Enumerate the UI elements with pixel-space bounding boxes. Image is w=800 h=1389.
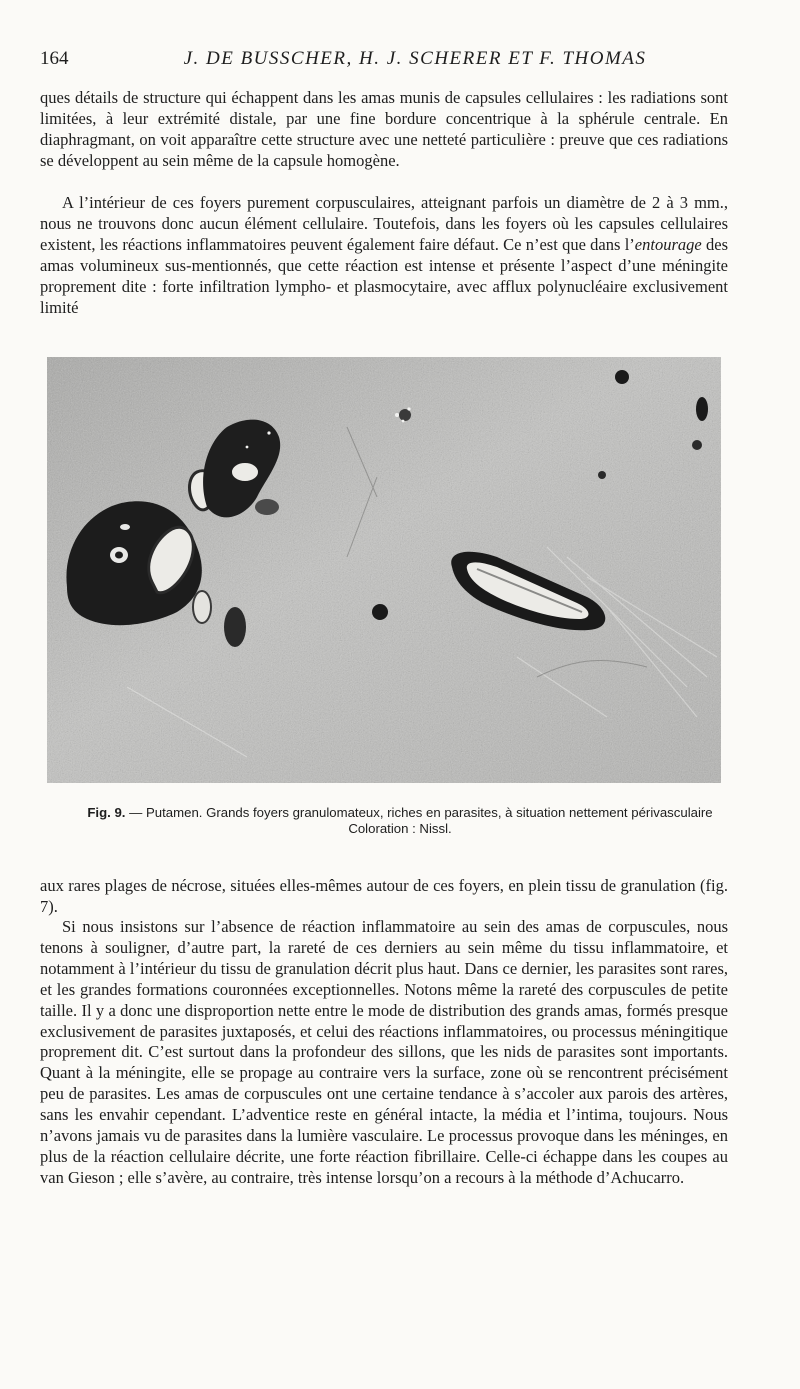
paragraph-text-start: A l’intérieur de ces foyers purement corpusculaires, atteignant parfois un diamètre de 2 à 3 mm., nous ne trouvons donc aucun élément cellulaire. Toutefois, dans les foyers où les capsules cellulaires existent, les réactions inflammatoires peuvent également faire défaut. Ce n’est que dans l’ [40,193,728,254]
running-header [40,48,760,74]
figure-caption-text: — Putamen. Grands foyers granulomateux, riches en parasites, à situation nettement périvasculaire [129,805,713,820]
paragraph-inflammation [40,917,728,1189]
paragraph-continued: ques détails de structure qui échappent dans les amas munis de capsules cellulaires : les radiations sont limitées, à leur extrémité distale, par une fine bordure concentrique à la sphérule centrale. En diaphragmant, on voit apparaître cette structure avec une netteté particulière : preuve que ces radiations se développent au sein même de la capsule homogène. [40,88,728,170]
micrograph-image [47,357,721,783]
micrograph-figure [47,357,721,783]
figure-label: Fig. 9. [87,805,126,820]
page-number: 164 [40,48,69,69]
paragraph-text-end: des amas volumineux sus-mentionnés, que cette réaction est intense et présente l’aspect d’une méningite proprement dite : forte infiltration lympho- et plasmocytaire, avec afflux polynucléaire exclusivement limité [40,234,728,317]
paragraph-inflammation-text: Si nous insistons sur l’absence de réaction inflammatoire au sein des amas de corpuscules, nous tenons à souligner, d’autre part, la rareté de ces derniers au sein même du tissu inflammatoire, et notamment à l’intérieur du tissu de granulation décrit plus haut. Dans ce dernier, les parasites sont rares, et les grandes formations couronnées exceptionnelles. Notons même la rareté des corpuscules de petite taille. Il y a donc une disproportion nette entre le mode de distribution des grands amas, formés presque exclusivement de parasites juxtaposés, et celui des réactions inflammatoires, ou processus méningitique proprement dit. C’est surtout dans la profondeur des sillons, que les nids de parasites sont importants. Quant à la méningite, elle se propage au contraire vers la surface, zone où se rencontrent précisément peu de parasites. Les amas de corpuscules ont une certaine tendance à s’accoler aux parois des artères, sans les envahir cependant. L’adventice reste en général intacte, la média et l’intima, toujours. Nous n’avons jamais vu de parasites dans la lumière vasculaire. Le processus provoque dans les méninges, en plus de la réaction cellulaire décrite, une forte réaction fibrillaire. Celle-ci échappe dans les coupes au van Gieson ; elle s’avère, au contraire, très intense lorsqu’on a recours à la méthode d’Achucarro. [40,917,728,1187]
figure-caption-line-2: Coloration : Nissl. [348,821,452,836]
running-title-authors: J. DE BUSSCHER, H. J. SCHERER ET F. THOMAS [183,48,647,69]
figure-caption [40,805,760,837]
paragraph-interior-foyers [40,193,728,318]
figure-caption-line-1 [40,805,760,821]
paragraph-necrosis: aux rares plages de nécrose, situées elles-mêmes autour de ces foyers, en plein tissu de granulation (fig. 7). [40,876,728,916]
emphasis-entourage: entourage [634,234,702,254]
